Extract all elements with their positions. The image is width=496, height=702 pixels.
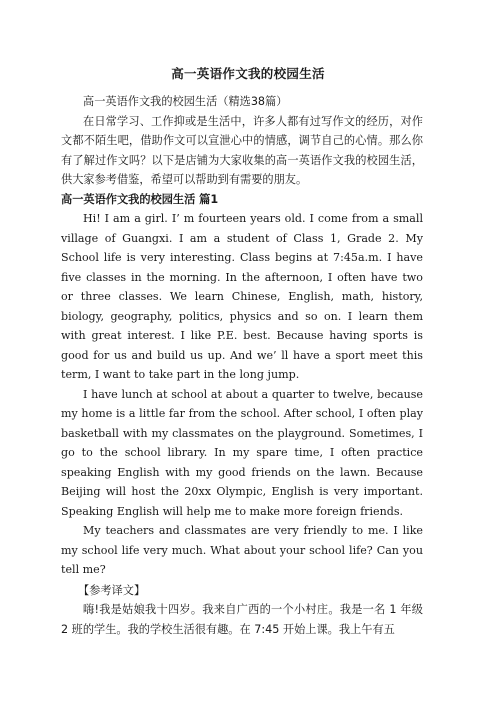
document-title: 高一英语作文我的校园生活 xyxy=(171,66,325,81)
essay-paragraph-1: Hi! I am a girl. I’ m fourteen years old. I come from a small village of Guangxi. I am a student of Class 1, Grade 2. My School life is very interesting. Class begins at 7:45a.m. I have five classes in the morning. In the afternoon, I often have two or three classes. We learn Chinese, English, math, history, biology, geography, politics, physics and so on. I learn them with great interest. I like P.E. best. Because having sports is good for us and build us up. And we’ ll have a sport meet this term, I want to take part in the long jump. xyxy=(61,212,423,381)
translation-paragraph: 嗨!我是姑娘我十四岁。我来自广西的一个小村庄。我是一名 1 年级 2 班的学生。我的学校生活很有趣。在 7:45 开始上课。我上午有五 xyxy=(61,603,423,636)
intro-paragraph: 在日常学习、工作抑或是生活中，许多人都有过写作文的经历，对作文都不陌生吧，借助作文可以宣泄心中的情感，调节自己的心情。那么你有了解过作文吗？以下是店铺为大家收集的高一英语作文我的校园生活，供大家参考借鉴，希望可以帮助到有需要的朋友。 xyxy=(61,114,423,186)
essay-paragraph-2: I have lunch at school at about a quarter to twelve, because my home is a little far from the school. After school, I often play basketball with my classmates on the playground. Sometimes, I go to the school library. In my spare time, I often practice speaking English with my good friends on the lawn. Because Beijing will host the 20xx Olympic, English is very important. Speaking English will help me to make more foreign friends. xyxy=(61,387,423,518)
document-subtitle: 高一英语作文我的校园生活（精选38篇） xyxy=(83,95,288,108)
essay-paragraph-3: My teachers and classmates are very friendly to me. I like my school life very much. What about your school life? Can you tell me? xyxy=(61,524,423,576)
document-body xyxy=(61,92,423,639)
section-heading: 高一英语作文我的校园生活 篇1 xyxy=(61,192,219,206)
reference-translation-label: 【参考译文】 xyxy=(78,583,146,597)
